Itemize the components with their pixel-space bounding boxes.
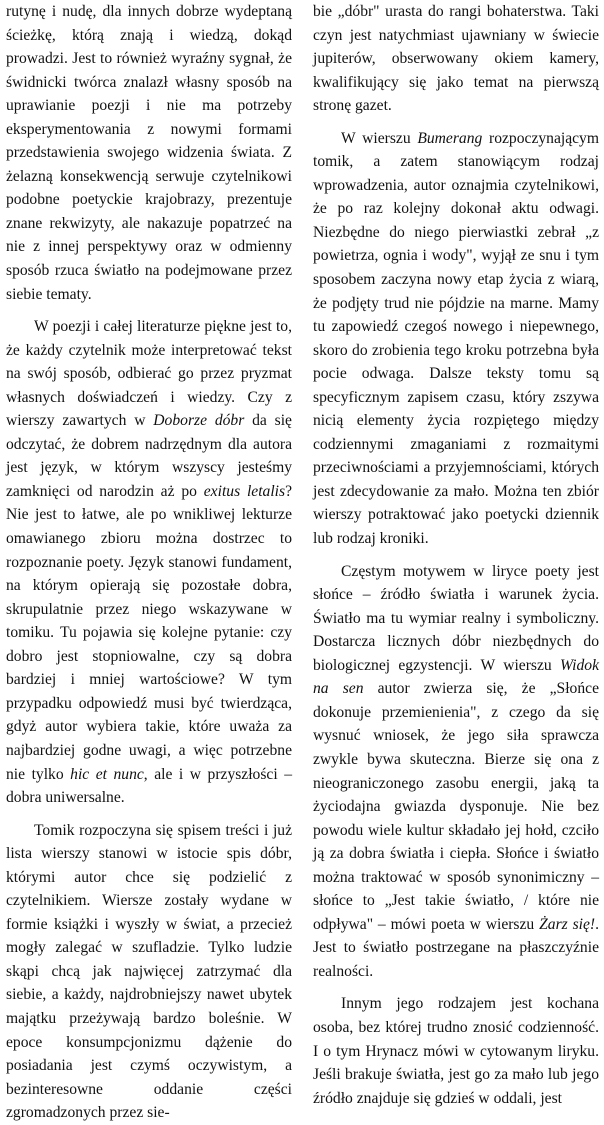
- paragraph: [313, 0, 599, 118]
- text-run: W poezji i całej literaturze piękne jest to, że każdy czytelnik może interpretować tekst na swój sposób, odbierać go przez pryzmat własnych doświadczeń i wiedzy. Czy z wierszy zawartych w: [6, 318, 292, 430]
- paragraph: [6, 315, 292, 809]
- text-run: ? Nie jest to łatwe, ale po wnikliwej lekturze omawianego zbioru można dostrzec to rozpoznanie poety. Język stanowi fundament, na którym opierają się pozostałe dobra, skrupulatnie przez niego wskazywane w tomiku. Tu pojawia się kolejne pytanie: czy dobro jest stopniowalne, czy są dobra bardziej i mniej wartościowe? W tym przypadku odpowiedź musi być twierdząca, gdyż autor wybiera takie, które uważa za najbardziej godne uwagi, a więc potrzebne nie tylko: [6, 482, 292, 783]
- text-run: Tomik rozpoczyna się spisem treści i już lista wierszy stanowi w istocie spis dóbr, którymi autor chce się podzielić z czytelnikiem. Wiersze zostały wydane w formie książki i wyszły w świat, a przecież mogły zalegać w szufladzie. Tylko ludzie skąpi chcą jak najwięcej zatrzymać dla siebie, a każdy, najdrobniejszy nawet ubytek majątku przeżywają bardzo boleśnie. W epoce konsumpcjonizmu dążenie do posiadania jest czymś oczywistym, a bezinteresowne oddanie części zgromadzonych przez sie-: [6, 821, 292, 1122]
- paragraph: [313, 127, 599, 551]
- text-column-left: [6, 0, 292, 1122]
- text-run: bie „dóbr" urasta do rangi bohaterstwa. Taki czyn jest natychmiast ujawniany w świecie jupiterów, obserwowany okiem kamery, kwalifikujący się jako temat na pierwszą stronę gazet.: [313, 3, 599, 115]
- text-run: Innym jego rodzajem jest kochana osoba, bez której trudno znosić codzienność. I o tym Hrynacz mówi w cytowanym liryku. Jeśli brakuje światła, jest go za mało lub jego źródło znajduje się gdzieś w oddali, jest: [313, 995, 599, 1107]
- paragraph: [313, 992, 599, 1110]
- text-run: da się odczytać, że dobrem nadrzędnym dla autora jest język, w którym wszyscy jesteśmy zamknięci od narodzin aż po: [6, 412, 292, 500]
- text-run: Częstym motywem w liryce poety jest słońce – źródło światła i warunek życia. Światło ma tu wymiar realny i symboliczny. Dostarcza licznych dóbr niezbędnych do biologicznej egzystencji. W wierszu: [313, 562, 599, 674]
- italic-title: Żarz się!: [539, 915, 596, 933]
- paragraph: [6, 0, 292, 306]
- text-run: , ale i w przyszłości – dobra uniwersalne.: [6, 765, 292, 807]
- italic-title: exitus letalis: [203, 482, 286, 500]
- italic-title: Doborze dóbr: [153, 412, 245, 430]
- italic-title: Widok na sen: [313, 656, 599, 698]
- text-run: . Jest to światło postrzegane na płaszczyźnie realności.: [313, 915, 599, 980]
- italic-title: Bumerang: [417, 129, 483, 147]
- text-column-right: [313, 0, 599, 1107]
- text-run: autor zwierza się, że „Słońce dokonuje przemienienia", z czego da się wysnuć wniosek, że jego siła sprawcza zwykle bywa skuteczna. Bierze się ona z nieograniczonego zasobu energii, jaką ta życiodajna gwiazda dysponuje. Nie bez powodu wiele kultur składało jej hołd, czciło ją za dobra światła i ciepła. Słońce i światło można traktować w sposób synonimiczny – słońce to „Jest takie światło, / które nie odpływa" – mówi poeta w wierszu: [313, 680, 599, 933]
- paragraph: [6, 819, 292, 1125]
- italic-title: hic et nunc: [70, 765, 144, 783]
- text-run: W wierszu: [341, 129, 418, 147]
- text-run: rutynę i nudę, dla innych dobrze wydeptaną ścieżkę, którą znają i wiedzą, dokąd prowadzi. Jest to również wyraźny sygnał, że świdnicki twórca znalazł własny sposób na uprawianie poezji i nie ma potrzeby eksperymentowania z nowymi formami przedstawienia swojego widzenia świata. Z żelazną konsekwencją serwuje czytelnikowi podobne poetyckie krajobrazy, prezentuje znane rekwizyty, ale nakazuje popatrzeć na nie z innej perspektywy oraz w odmienny sposób rzuca światło na podejmowane przez siebie tematy.: [6, 3, 292, 303]
- text-run: rozpoczynającym tomik, a zatem stanowiącym rodzaj wprowadzenia, autor oznajmia czytelnikowi, że po raz kolejny dokonał aktu odwagi. Niezbędne do niego pierwiastki zebrał „z powietrza, ognia i wody", wyjął ze snu i tym sposobem zaczyna nowy etap życia z wiarą, że podjęty trud nie pójdzie na marne. Mamy tu zapowiedź czegoś nowego i niepewnego, skoro do zrobienia tego kroku potrzebna była pocie odwaga. Dalsze teksty tomu są specyficznym zapisem czasu, który zszywa nicią elementy życia rozpiętego między codziennymi zmaganiami z rozmaitymi przeciwnościami a przyjemnościami, których jest zdecydowanie za mało. Można ten zbiór wierszy potraktować jako poetycki dziennik lub rodzaj kroniki.: [313, 129, 599, 548]
- paragraph: [313, 560, 599, 984]
